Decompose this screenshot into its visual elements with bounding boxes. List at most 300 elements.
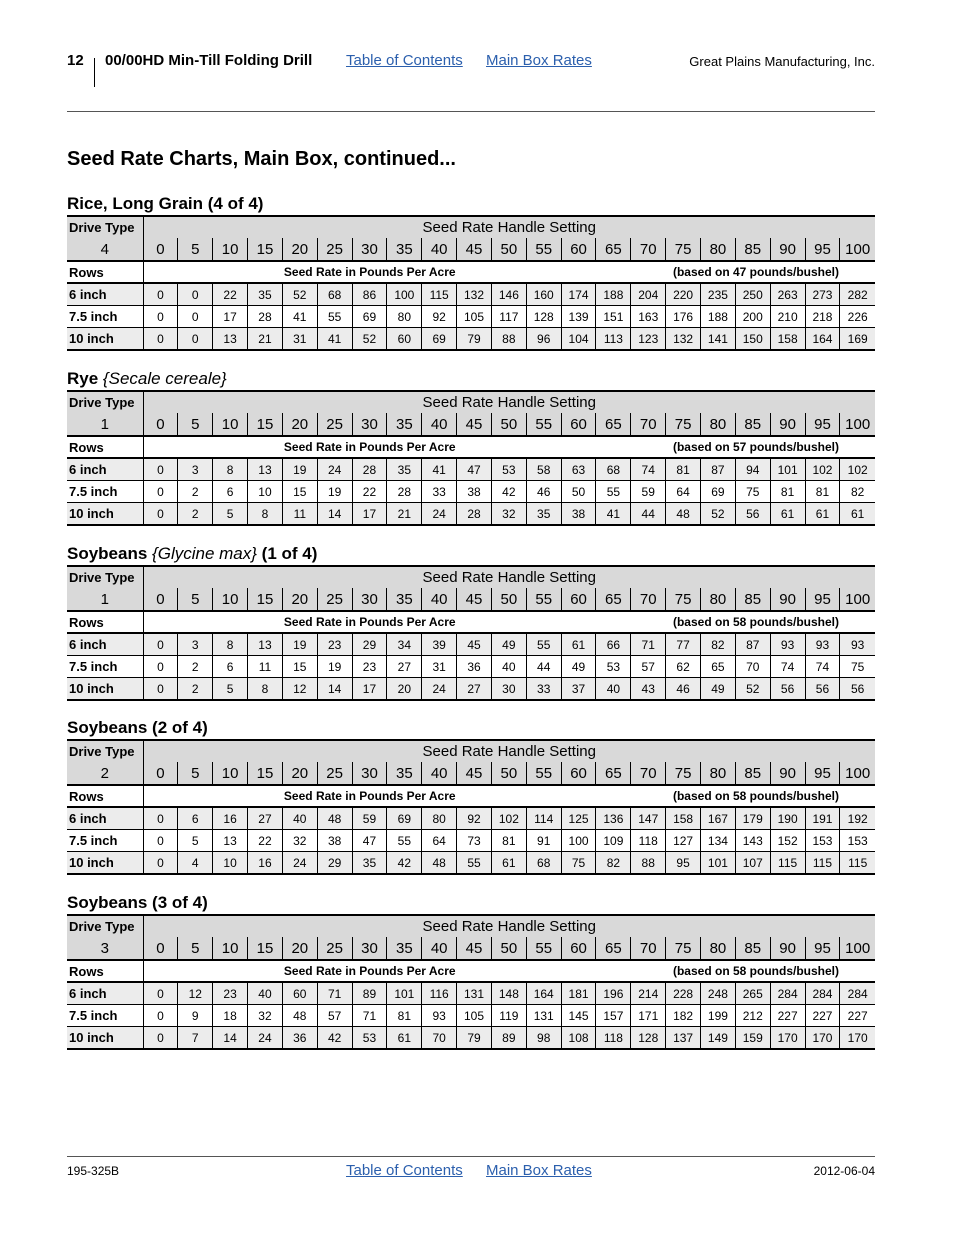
- rate-cell: 265: [735, 982, 770, 1005]
- handle-setting-value: 70: [631, 937, 666, 960]
- rate-cell: 65: [701, 656, 736, 678]
- rows-label: Rows: [67, 261, 143, 283]
- rate-cell: 82: [840, 481, 875, 503]
- handle-setting-value: 25: [317, 238, 352, 261]
- rate-cell: 35: [248, 283, 283, 306]
- rate-cell: 32: [248, 1005, 283, 1027]
- rate-cell: 139: [561, 306, 596, 328]
- handle-setting-value: 25: [317, 413, 352, 436]
- rate-cell: 49: [491, 633, 526, 656]
- handle-setting-value: 20: [282, 762, 317, 785]
- rate-cell: 48: [317, 807, 352, 830]
- rate-cell: 47: [352, 830, 387, 852]
- drive-type-row: [67, 915, 875, 937]
- header-toc-link[interactable]: Table of Contents: [346, 52, 463, 69]
- rate-cell: 171: [631, 1005, 666, 1027]
- rate-cell: 42: [387, 852, 422, 875]
- rate-cell: 91: [526, 830, 561, 852]
- rate-cell: 227: [770, 1005, 805, 1027]
- rate-cell: 105: [457, 1005, 492, 1027]
- rate-cell: 41: [317, 328, 352, 351]
- bushel-basis: (based on 58 pounds/bushel): [596, 960, 875, 982]
- rate-cell: 33: [422, 481, 457, 503]
- handle-setting-value: 60: [561, 762, 596, 785]
- rate-cell: 19: [317, 481, 352, 503]
- drive-type-label: Drive Type: [67, 740, 143, 762]
- table-row: [67, 328, 875, 351]
- handle-setting-value: 100: [840, 238, 875, 261]
- handle-setting-caption: Seed Rate Handle Setting: [143, 566, 875, 588]
- handle-setting-caption: Seed Rate Handle Setting: [143, 391, 875, 413]
- rate-cell: 8: [213, 458, 248, 481]
- rate-cell: 71: [631, 633, 666, 656]
- handle-setting-value: 30: [352, 588, 387, 611]
- header-divider: [94, 58, 95, 87]
- table-title-text: Soybeans: [67, 544, 148, 563]
- rate-cell: 28: [248, 306, 283, 328]
- rate-cell: 43: [631, 678, 666, 701]
- rate-cell: 89: [352, 982, 387, 1005]
- rate-cell: 45: [457, 633, 492, 656]
- rate-cell: 71: [352, 1005, 387, 1027]
- row-spacing-label: 7.5 inch: [67, 306, 143, 328]
- header-main-box-rates-link[interactable]: Main Box Rates: [486, 52, 592, 69]
- rate-cell: 74: [805, 656, 840, 678]
- rate-cell: 167: [701, 807, 736, 830]
- rate-cell: 27: [248, 807, 283, 830]
- rate-cell: 153: [805, 830, 840, 852]
- rate-cell: 22: [248, 830, 283, 852]
- row-spacing-label: 6 inch: [67, 807, 143, 830]
- rate-cell: 0: [143, 1027, 178, 1050]
- rate-cell: 64: [422, 830, 457, 852]
- handle-setting-value: 90: [770, 937, 805, 960]
- handle-setting-value: 70: [631, 588, 666, 611]
- document-number: 195-325B: [67, 1164, 120, 1178]
- handle-setting-value: 55: [526, 937, 561, 960]
- rate-cell: 164: [526, 982, 561, 1005]
- rate-cell: 102: [491, 807, 526, 830]
- rate-cell: 115: [422, 283, 457, 306]
- rate-cell: 41: [596, 503, 631, 526]
- drive-type-label: Drive Type: [67, 216, 143, 238]
- rate-cell: 170: [770, 1027, 805, 1050]
- table-row: [67, 1005, 875, 1027]
- rows-caption-row: [67, 785, 875, 807]
- footer-rule: [67, 1156, 875, 1157]
- rate-cell: 75: [735, 481, 770, 503]
- rate-cell: 15: [282, 656, 317, 678]
- rate-cell: 108: [561, 1027, 596, 1050]
- rate-cell: 61: [387, 1027, 422, 1050]
- rate-cell: 94: [735, 458, 770, 481]
- rate-cell: 60: [282, 982, 317, 1005]
- rate-cell: 0: [143, 503, 178, 526]
- rate-cell: 56: [735, 503, 770, 526]
- handle-setting-value: 30: [352, 238, 387, 261]
- rate-cell: 35: [526, 503, 561, 526]
- drive-type-label: Drive Type: [67, 391, 143, 413]
- rate-cell: 28: [457, 503, 492, 526]
- rate-cell: 104: [561, 328, 596, 351]
- rate-cell: 64: [666, 481, 701, 503]
- rate-cell: 132: [666, 328, 701, 351]
- rate-cell: 57: [317, 1005, 352, 1027]
- rate-cell: 17: [352, 678, 387, 701]
- rate-cell: 137: [666, 1027, 701, 1050]
- seed-rate-table: [67, 739, 875, 875]
- rate-cell: 174: [561, 283, 596, 306]
- rate-cell: 101: [770, 458, 805, 481]
- rate-cell: 89: [491, 1027, 526, 1050]
- handle-setting-value: 15: [248, 937, 283, 960]
- rate-cell: 192: [840, 807, 875, 830]
- rate-cell: 36: [282, 1027, 317, 1050]
- rate-cell: 46: [526, 481, 561, 503]
- rate-cell: 196: [596, 982, 631, 1005]
- drive-type-value: 4: [67, 238, 143, 261]
- handle-setting-value: 20: [282, 588, 317, 611]
- rows-label: Rows: [67, 611, 143, 633]
- rate-cell: 107: [735, 852, 770, 875]
- rate-cell: 212: [735, 1005, 770, 1027]
- drive-type-value: 3: [67, 937, 143, 960]
- rate-cell: 98: [526, 1027, 561, 1050]
- rate-cell: 75: [840, 656, 875, 678]
- rate-cell: 7: [178, 1027, 213, 1050]
- rate-cell: 38: [457, 481, 492, 503]
- rate-cell: 176: [666, 306, 701, 328]
- rate-cell: 29: [317, 852, 352, 875]
- drive-type-row: [67, 566, 875, 588]
- drive-type-value: 2: [67, 762, 143, 785]
- rate-cell: 31: [422, 656, 457, 678]
- table-title-suffix: (1 of 4): [261, 544, 318, 563]
- handle-setting-value: 50: [491, 413, 526, 436]
- handle-setting-value: 85: [735, 937, 770, 960]
- rate-cell: 0: [178, 306, 213, 328]
- handle-setting-value: 40: [422, 588, 457, 611]
- rate-cell: 41: [282, 306, 317, 328]
- rate-cell: 52: [701, 503, 736, 526]
- rate-cell: 16: [248, 852, 283, 875]
- rate-cell: 74: [770, 656, 805, 678]
- handle-setting-value: 75: [666, 937, 701, 960]
- page-header: [0, 0, 954, 112]
- rate-cell: 0: [143, 982, 178, 1005]
- rate-cell: 2: [178, 656, 213, 678]
- handle-setting-value: 50: [491, 762, 526, 785]
- handle-setting-value: 95: [805, 762, 840, 785]
- rate-cell: 61: [561, 633, 596, 656]
- rate-cell: 188: [596, 283, 631, 306]
- rate-cell: 18: [213, 1005, 248, 1027]
- handle-setting-value: 35: [387, 762, 422, 785]
- handle-setting-value: 30: [352, 413, 387, 436]
- rate-cell: 46: [666, 678, 701, 701]
- rate-section: [67, 543, 875, 701]
- rate-cell: 31: [282, 328, 317, 351]
- revision-date: 2012-06-04: [813, 1164, 875, 1178]
- rate-cell: 92: [457, 807, 492, 830]
- rows-caption-row: [67, 611, 875, 633]
- rate-cell: 8: [213, 633, 248, 656]
- rate-cell: 100: [561, 830, 596, 852]
- rate-cell: 8: [248, 678, 283, 701]
- seed-rate-table: [67, 390, 875, 526]
- handle-setting-value: 0: [143, 937, 178, 960]
- handle-setting-value: 95: [805, 937, 840, 960]
- handle-setting-value: 10: [213, 413, 248, 436]
- rate-cell: 0: [143, 656, 178, 678]
- handle-setting-value: 70: [631, 413, 666, 436]
- handle-setting-value: 50: [491, 588, 526, 611]
- table-title-text: Rice, Long Grain (4 of 4): [67, 194, 264, 213]
- rate-cell: 80: [422, 807, 457, 830]
- handle-setting-value: 100: [840, 937, 875, 960]
- table-row: [67, 503, 875, 526]
- rate-cell: 131: [526, 1005, 561, 1027]
- rate-cell: 11: [248, 656, 283, 678]
- rate-cell: 38: [561, 503, 596, 526]
- rate-cell: 13: [213, 830, 248, 852]
- rate-cell: 12: [178, 982, 213, 1005]
- rate-cell: 228: [666, 982, 701, 1005]
- rate-cell: 88: [631, 852, 666, 875]
- table-row: [67, 283, 875, 306]
- rate-cell: 52: [352, 328, 387, 351]
- handle-setting-value: 75: [666, 413, 701, 436]
- rate-cell: 147: [631, 807, 666, 830]
- rate-cell: 61: [840, 503, 875, 526]
- rate-cell: 145: [561, 1005, 596, 1027]
- rate-cell: 273: [805, 283, 840, 306]
- handle-setting-value: 20: [282, 937, 317, 960]
- rate-cell: 5: [213, 503, 248, 526]
- footer-main-box-rates-link[interactable]: Main Box Rates: [486, 1162, 592, 1179]
- table-row: [67, 852, 875, 875]
- rate-cell: 59: [631, 481, 666, 503]
- handle-setting-value: 55: [526, 762, 561, 785]
- rate-cell: 55: [457, 852, 492, 875]
- rate-cell: 0: [143, 1005, 178, 1027]
- rate-cell: 0: [143, 283, 178, 306]
- rows-caption-row: [67, 436, 875, 458]
- rate-cell: 199: [701, 1005, 736, 1027]
- rate-section: [67, 717, 875, 875]
- rate-cell: 56: [840, 678, 875, 701]
- rate-cell: 0: [143, 807, 178, 830]
- handle-setting-value: 45: [457, 588, 492, 611]
- rate-cell: 117: [491, 306, 526, 328]
- handle-setting-value: 15: [248, 762, 283, 785]
- rate-cell: 227: [805, 1005, 840, 1027]
- rate-cell: 35: [387, 458, 422, 481]
- handle-setting-value: 40: [422, 937, 457, 960]
- rows-caption-row: [67, 261, 875, 283]
- rate-cell: 0: [143, 306, 178, 328]
- rate-cell: 47: [457, 458, 492, 481]
- rate-cell: 92: [422, 306, 457, 328]
- rate-cell: 55: [317, 306, 352, 328]
- table-title: [67, 892, 875, 914]
- handle-setting-value: 45: [457, 762, 492, 785]
- rate-cell: 24: [282, 852, 317, 875]
- rate-cell: 9: [178, 1005, 213, 1027]
- rate-cell: 24: [248, 1027, 283, 1050]
- rate-cell: 188: [701, 306, 736, 328]
- rate-cell: 68: [596, 458, 631, 481]
- bushel-basis: (based on 58 pounds/bushel): [596, 785, 875, 807]
- rate-cell: 69: [422, 328, 457, 351]
- rate-cell: 21: [248, 328, 283, 351]
- handle-setting-caption: Seed Rate Handle Setting: [143, 216, 875, 238]
- handle-setting-value: 25: [317, 937, 352, 960]
- rate-cell: 48: [282, 1005, 317, 1027]
- rate-cell: 24: [317, 458, 352, 481]
- rate-cell: 93: [805, 633, 840, 656]
- rate-cell: 79: [457, 1027, 492, 1050]
- rate-cell: 13: [213, 328, 248, 351]
- rate-cell: 24: [422, 503, 457, 526]
- rate-cell: 250: [735, 283, 770, 306]
- rate-cell: 119: [491, 1005, 526, 1027]
- rate-cell: 235: [701, 283, 736, 306]
- rate-cell: 164: [805, 328, 840, 351]
- table-row: [67, 656, 875, 678]
- handle-setting-value: 25: [317, 762, 352, 785]
- table-row: [67, 1027, 875, 1050]
- rate-caption: Seed Rate in Pounds Per Acre: [143, 261, 596, 283]
- rate-cell: 61: [770, 503, 805, 526]
- rate-cell: 68: [317, 283, 352, 306]
- handle-setting-value: 15: [248, 238, 283, 261]
- rate-cell: 169: [840, 328, 875, 351]
- rate-cell: 17: [352, 503, 387, 526]
- rate-cell: 150: [735, 328, 770, 351]
- handle-setting-value: 90: [770, 762, 805, 785]
- rate-cell: 6: [178, 807, 213, 830]
- handle-setting-value: 50: [491, 937, 526, 960]
- rate-cell: 152: [770, 830, 805, 852]
- rate-cell: 52: [282, 283, 317, 306]
- handle-setting-value: 75: [666, 588, 701, 611]
- rate-cell: 220: [666, 283, 701, 306]
- rate-cell: 218: [805, 306, 840, 328]
- handle-setting-value: 45: [457, 413, 492, 436]
- rate-cell: 55: [596, 481, 631, 503]
- rate-cell: 157: [596, 1005, 631, 1027]
- handle-setting-value: 35: [387, 413, 422, 436]
- rate-cell: 190: [770, 807, 805, 830]
- rate-cell: 53: [596, 656, 631, 678]
- rate-cell: 13: [248, 633, 283, 656]
- seed-rate-table: [67, 215, 875, 351]
- handle-setting-row: [67, 762, 875, 785]
- handle-setting-value: 90: [770, 413, 805, 436]
- handle-setting-value: 65: [596, 762, 631, 785]
- rate-cell: 69: [352, 306, 387, 328]
- rate-cell: 80: [387, 306, 422, 328]
- rate-cell: 52: [735, 678, 770, 701]
- rate-cell: 23: [213, 982, 248, 1005]
- handle-setting-value: 35: [387, 588, 422, 611]
- rate-cell: 102: [840, 458, 875, 481]
- row-spacing-label: 6 inch: [67, 283, 143, 306]
- row-spacing-label: 6 inch: [67, 458, 143, 481]
- rate-cell: 22: [352, 481, 387, 503]
- handle-setting-caption: Seed Rate Handle Setting: [143, 740, 875, 762]
- handle-setting-value: 90: [770, 588, 805, 611]
- table-title-text: Soybeans (2 of 4): [67, 718, 208, 737]
- rate-cell: 100: [387, 283, 422, 306]
- rate-cell: 282: [840, 283, 875, 306]
- rate-cell: 37: [561, 678, 596, 701]
- handle-setting-row: [67, 937, 875, 960]
- rate-cell: 66: [596, 633, 631, 656]
- rate-cell: 42: [491, 481, 526, 503]
- rate-cell: 118: [631, 830, 666, 852]
- handle-setting-value: 30: [352, 937, 387, 960]
- rate-cell: 101: [387, 982, 422, 1005]
- bushel-basis: (based on 57 pounds/bushel): [596, 436, 875, 458]
- rate-cell: 13: [248, 458, 283, 481]
- handle-setting-value: 80: [701, 413, 736, 436]
- handle-setting-value: 55: [526, 413, 561, 436]
- rows-caption-row: [67, 960, 875, 982]
- rate-cell: 118: [596, 1027, 631, 1050]
- handle-setting-value: 80: [701, 238, 736, 261]
- rate-cell: 82: [701, 633, 736, 656]
- rate-cell: 87: [735, 633, 770, 656]
- rate-cell: 159: [735, 1027, 770, 1050]
- rate-cell: 49: [701, 678, 736, 701]
- rate-cell: 163: [631, 306, 666, 328]
- rate-cell: 284: [840, 982, 875, 1005]
- handle-setting-value: 85: [735, 762, 770, 785]
- handle-setting-value: 55: [526, 238, 561, 261]
- footer-toc-link[interactable]: Table of Contents: [346, 1162, 463, 1179]
- rate-cell: 44: [526, 656, 561, 678]
- rate-cell: 55: [387, 830, 422, 852]
- rate-caption: Seed Rate in Pounds Per Acre: [143, 436, 596, 458]
- rate-cell: 44: [631, 503, 666, 526]
- handle-setting-value: 10: [213, 762, 248, 785]
- handle-setting-value: 35: [387, 937, 422, 960]
- rate-section: [67, 368, 875, 526]
- rate-cell: 81: [770, 481, 805, 503]
- rate-cell: 146: [491, 283, 526, 306]
- handle-setting-value: 20: [282, 238, 317, 261]
- rate-cell: 158: [666, 807, 701, 830]
- rate-cell: 0: [178, 283, 213, 306]
- rate-cell: 134: [701, 830, 736, 852]
- handle-setting-value: 60: [561, 413, 596, 436]
- rate-cell: 93: [840, 633, 875, 656]
- rate-cell: 56: [770, 678, 805, 701]
- rate-cell: 2: [178, 678, 213, 701]
- rate-cell: 141: [701, 328, 736, 351]
- rate-cell: 2: [178, 481, 213, 503]
- rate-cell: 58: [526, 458, 561, 481]
- table-row: [67, 807, 875, 830]
- rate-cell: 40: [248, 982, 283, 1005]
- rate-cell: 248: [701, 982, 736, 1005]
- rate-cell: 0: [143, 852, 178, 875]
- rate-cell: 14: [317, 678, 352, 701]
- row-spacing-label: 6 inch: [67, 633, 143, 656]
- handle-setting-value: 40: [422, 762, 457, 785]
